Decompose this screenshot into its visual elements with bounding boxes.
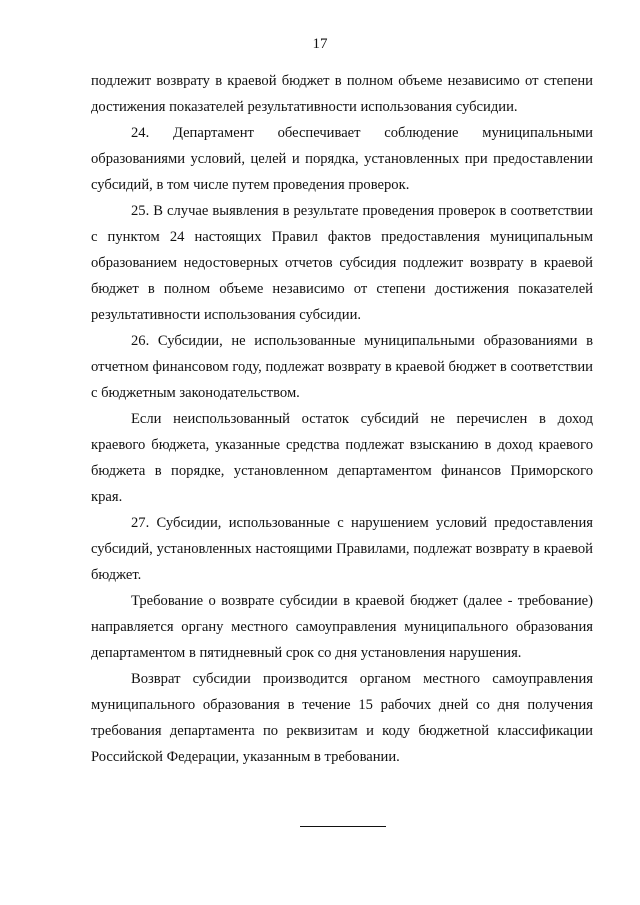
paragraph-item-25: 25. В случае выявления в результате проведения проверок в соответствии с пунктом 24 настоящих Правил фактов предоставления муниципальным образованием недостоверных отчетов субсидия подлежит возврату в краевой бюджет в полном объеме независимо от степени достижения показателей результативности использования субсидии. [91,203,593,323]
end-of-document-line [300,826,386,827]
page-number: 17 [312,36,328,52]
paragraph-requirement: Требование о возврате субсидии в краевой бюджет (далее - требование) направляется органу местного самоуправления муниципального образования департаментом в пятидневный срок со дня установления нарушения. [91,593,593,661]
document-body [91,68,593,770]
paragraph-continuation: подлежит возврату в краевой бюджет в полном объеме независимо от степени достижения показателей результативности использования субсидии. [91,73,593,115]
paragraph-unused-balance: Если неиспользованный остаток субсидий не перечислен в доход краевого бюджета, указанные средства подлежат взысканию в доход краевого бюджета в порядке, установленном департаментом финансов Приморского края. [91,411,593,505]
paragraph-item-24: 24. Департамент обеспечивает соблюдение муниципальными образованиями условий, целей и порядка, установленных при предоставлении субсидий, в том числе путем проведения проверок. [91,125,593,193]
paragraph-item-26: 26. Субсидии, не использованные муниципальными образованиями в отчетном финансовом году, подлежат возврату в краевой бюджет в соответствии с бюджетным законодательством. [91,333,593,401]
paragraph-item-27: 27. Субсидии, использованные с нарушением условий предоставления субсидий, установленных настоящими Правилами, подлежат возврату в краевой бюджет. [91,515,593,583]
paragraph-refund: Возврат субсидии производится органом местного самоуправления муниципального образования в течение 15 рабочих дней со дня получения требования департамента по реквизитам и коду бюджетной классификации Российской Федерации, указанным в требовании. [91,671,593,765]
